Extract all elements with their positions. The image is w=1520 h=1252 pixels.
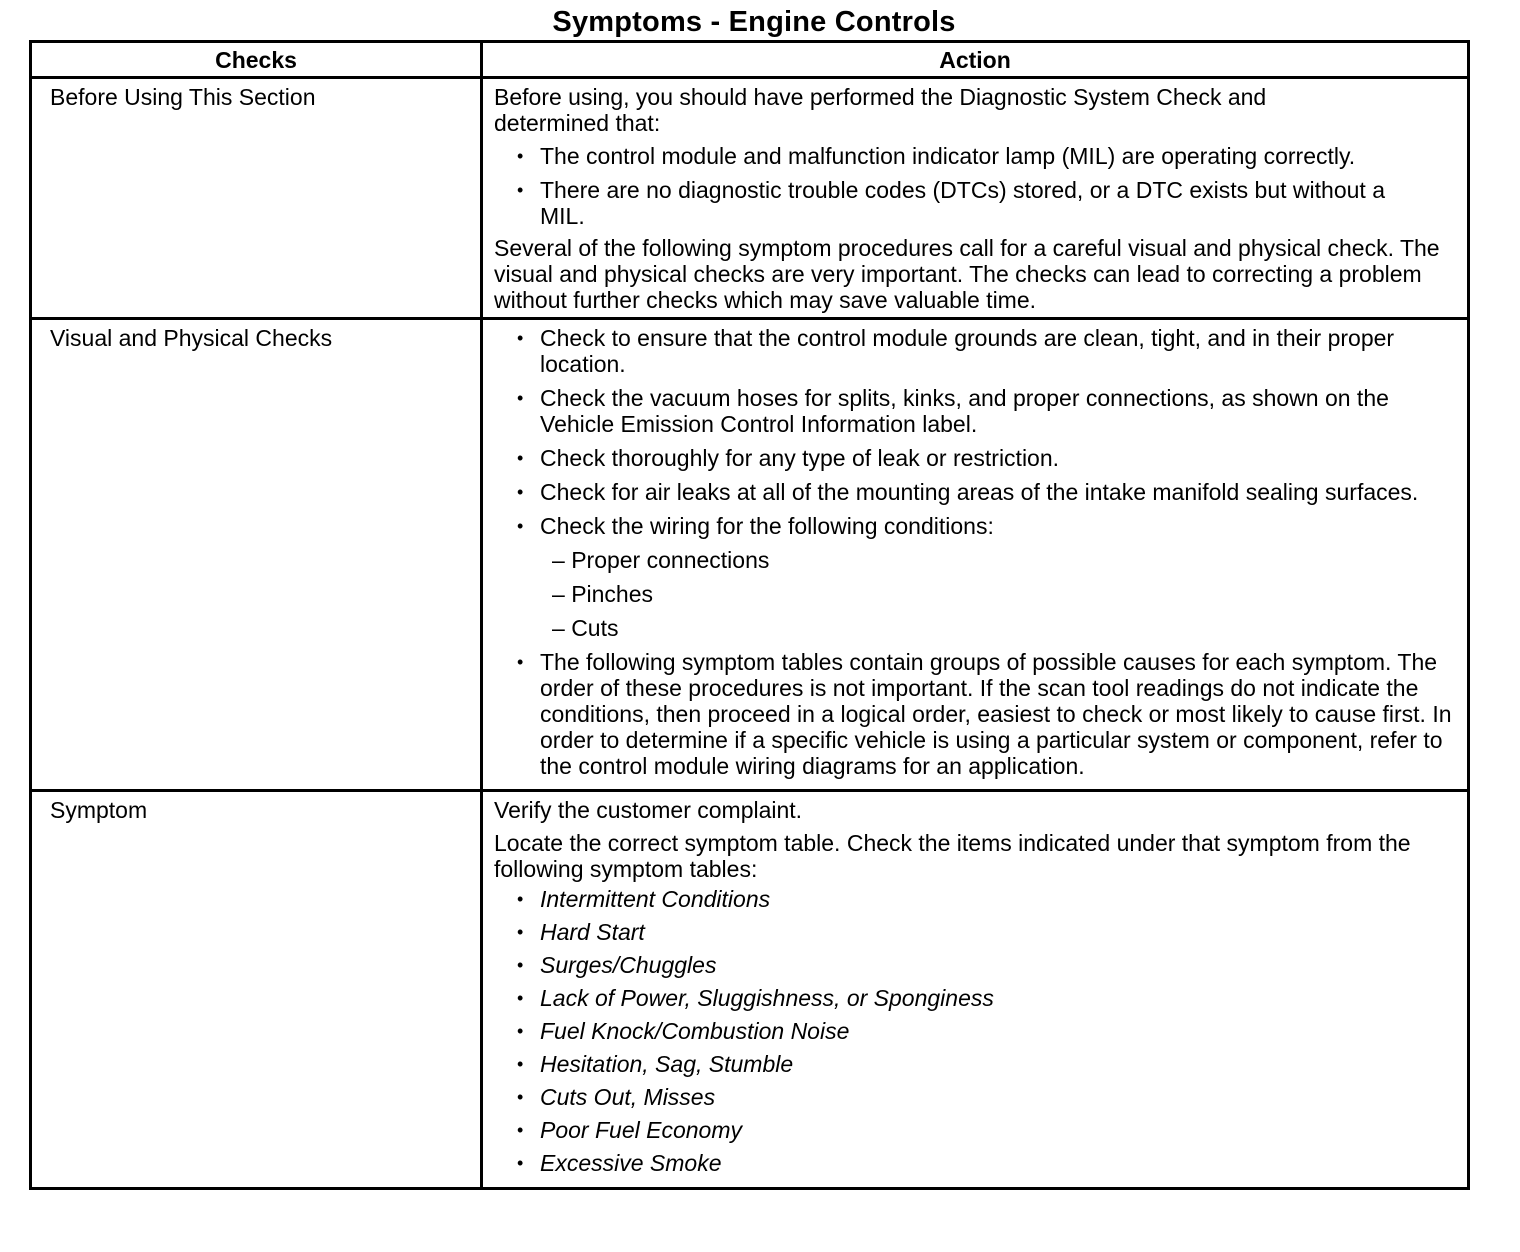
sub-list-item-text: Proper connections (571, 547, 770, 573)
table-row (31, 78, 1469, 319)
dash-icon: – (552, 615, 565, 641)
table-header-row (31, 42, 1469, 78)
bullet-list (494, 325, 1455, 779)
symptom-table-name: Poor Fuel Economy (540, 1117, 742, 1143)
bullet-icon: • (517, 328, 524, 348)
bullet-icon: • (517, 516, 524, 536)
list-item (517, 1018, 1455, 1044)
action-paragraph: Several of the following symptom procedures call for a careful visual and physical check. The visual and physical checks are very important. The checks can lead to correcting a problem without further checks which may save valuable time. (494, 235, 1440, 313)
bullet-list (494, 143, 1455, 229)
symptoms-table (29, 40, 1470, 1190)
bullet-icon: • (517, 889, 524, 909)
bullet-icon: • (517, 146, 524, 166)
list-item-text: Check thoroughly for any type of leak or restriction. (540, 445, 1060, 471)
symptom-table-name: Cuts Out, Misses (540, 1084, 716, 1110)
list-item (517, 1117, 1455, 1143)
bullet-icon: • (517, 955, 524, 975)
list-item (517, 919, 1455, 945)
symptom-table-list (494, 886, 1455, 1176)
list-item (517, 325, 1455, 377)
list-item (517, 385, 1455, 437)
column-header-action: Action (482, 42, 1469, 78)
list-item (517, 1084, 1455, 1110)
check-cell: Visual and Physical Checks (31, 319, 482, 791)
list-item (517, 886, 1455, 912)
sub-bullet-list (540, 547, 1455, 641)
list-item-text: The control module and malfunction indicator lamp (MIL) are operating correctly. (540, 143, 1356, 169)
symptom-table-name: Hard Start (540, 919, 645, 945)
sub-list-item (552, 547, 1455, 573)
list-item (517, 1150, 1455, 1176)
table-row (31, 791, 1469, 1189)
bullet-icon: • (517, 988, 524, 1008)
bullet-icon: • (517, 1087, 524, 1107)
bullet-icon: • (517, 922, 524, 942)
symptom-table-name: Hesitation, Sag, Stumble (540, 1051, 794, 1077)
sub-list-item-text: Pinches (571, 581, 654, 607)
bullet-icon: • (517, 1120, 524, 1140)
list-item (517, 513, 1455, 641)
list-item (517, 143, 1455, 169)
list-item-text: Check to ensure that the control module grounds are clean, tight, and in their proper location. (540, 325, 1395, 377)
bullet-icon: • (517, 652, 524, 672)
sub-list-item (552, 581, 1455, 607)
bullet-icon: • (517, 482, 524, 502)
dash-icon: – (552, 547, 565, 573)
table-row (31, 319, 1469, 791)
symptom-table-name: Surges/Chuggles (540, 952, 717, 978)
action-paragraph: Locate the correct symptom table. Check the items indicated under that symptom from the following symptom tables: (494, 830, 1411, 882)
list-item (517, 952, 1455, 978)
symptom-table-name: Lack of Power, Sluggishness, or Sponginess (540, 985, 994, 1011)
list-item-text: The following symptom tables contain groups of possible causes for each symptom. The order of these procedures is not important. If the scan tool readings do not indicate the conditions, then proceed in a logical order, easiest to check or most likely to cause first. In order to determine if a specific vehicle is using a particular system or component, refer to the control module wiring diagrams for an application. (540, 649, 1452, 779)
bullet-icon: • (517, 1054, 524, 1074)
list-item (517, 177, 1390, 229)
sub-list-item-text: Cuts (571, 615, 619, 641)
list-item-text: There are no diagnostic trouble codes (DTCs) stored, or a DTC exists but without a MIL. (540, 177, 1385, 229)
list-item (517, 445, 1455, 471)
sub-list-item (552, 615, 1455, 641)
symptom-table-name: Excessive Smoke (540, 1150, 722, 1176)
list-item (517, 985, 1455, 1011)
list-item-text: Check the wiring for the following conditions: (540, 513, 994, 539)
check-cell: Symptom (31, 791, 482, 1189)
list-item-text: Check the vacuum hoses for splits, kinks, and proper connections, as shown on the Vehicle Emission Control Information label. (540, 385, 1389, 437)
check-cell: Before Using This Section (31, 78, 482, 319)
list-item-text: Check for air leaks at all of the mounting areas of the intake manifold sealing surfaces. (540, 479, 1419, 505)
dash-icon: – (552, 581, 565, 607)
page-title: Symptoms - Engine Controls (552, 6, 956, 38)
action-paragraph: Verify the customer complaint. (494, 797, 803, 823)
list-item (517, 479, 1455, 505)
action-paragraph: Before using, you should have performed the Diagnostic System Check and determined that: (494, 84, 1267, 136)
list-item (517, 649, 1455, 779)
bullet-icon: • (517, 448, 524, 468)
column-header-checks: Checks (31, 42, 482, 78)
symptom-table-name: Fuel Knock/Combustion Noise (540, 1018, 850, 1044)
list-item (517, 1051, 1455, 1077)
action-cell (482, 78, 1469, 319)
bullet-icon: • (517, 388, 524, 408)
bullet-icon: • (517, 1021, 524, 1041)
action-cell (482, 319, 1469, 791)
bullet-icon: • (517, 180, 524, 200)
symptom-table-name: Intermittent Conditions (540, 886, 771, 912)
action-cell (482, 791, 1469, 1189)
bullet-icon: • (517, 1153, 524, 1173)
